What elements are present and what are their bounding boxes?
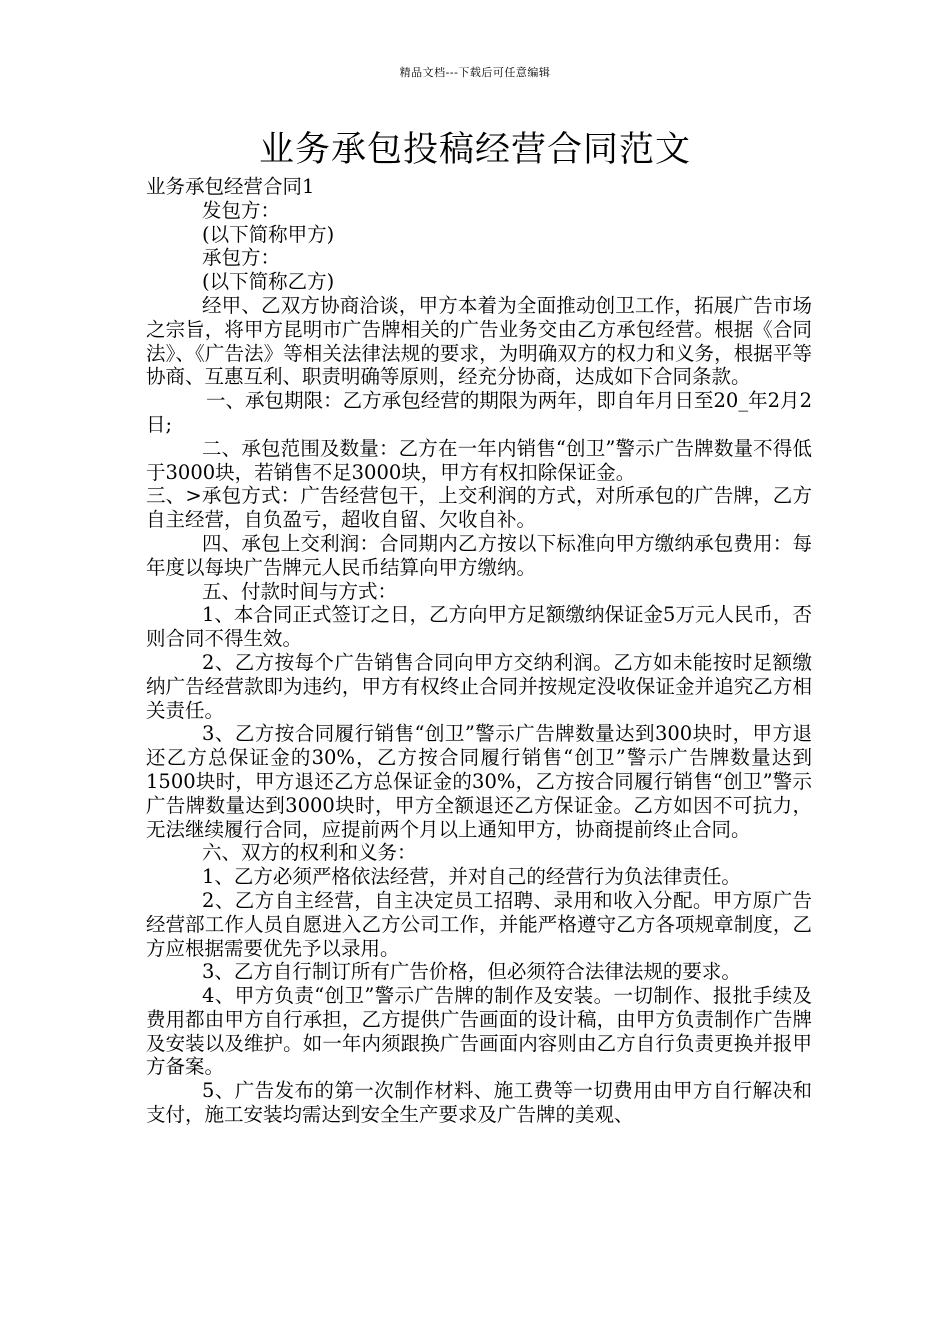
party-b-abbrev: (以下简称乙方) <box>202 270 335 294</box>
clause-6-heading: 六、双方的权利和义务： <box>202 841 417 865</box>
clause-6-item-5: 5、广告发布的第一次制作材料、施工费等一切费用由甲方自行解决和支付，施工安装均需达到安全生产要求及广告牌的美观、 <box>146 1079 812 1127</box>
party-b-label: 承包方： <box>202 246 281 270</box>
clause-6-item-4: 4、甲方负责“创卫”警示广告牌的制作及安装。一切制作、报批手续及费用都由甲方自行承担，乙方提供广告画面的设计稿，由甲方负责制作广告牌及安装以及维护。如一年内须跟换广告画面内容则由乙方自行负责更换并报甲方备案。 <box>146 984 812 1079</box>
clause-5-item-2: 2、乙方按每个广告销售合同向甲方交纳利润。乙方如未能按时足额缴纳广告经营款即为违约，甲方有权终止合同并按规定没收保证金并追究乙方相关责任。 <box>146 650 812 722</box>
clause-1-term: 一、承包期限：乙方承包经营的期限为两年，即自年月日至20_年2月2日; <box>146 389 812 436</box>
preamble-paragraph: 经甲、乙双方协商洽谈，甲方本着为全面推动创卫工作，拓展广告市场之宗旨，将甲方昆明市广告牌相关的广告业务交由乙方承包经营。根据《合同法》、《广告法》等相关法律法规的要求，为明确双方的权力和义务，根据平等协商、互惠互利、职责明确等原则，经充分协商，达成如下合同条款。 <box>146 293 812 389</box>
clause-3-method: 三、>承包方式：广告经营包干，上交利润的方式，对所承包的广告牌，乙方自主经营，自负盈亏，超收自留、欠收自补。 <box>146 484 812 532</box>
document-body <box>146 175 812 1127</box>
party-a-label: 发包方： <box>202 198 281 222</box>
clause-2-scope: 二、承包范围及数量：乙方在一年内销售“创卫”警示广告牌数量不得低于3000块，若销售不足3000块，甲方有权扣除保证金。 <box>146 436 812 484</box>
contract-subtitle: 业务承包经营合同1 <box>146 175 315 198</box>
clause-6-item-2: 2、乙方自主经营，自主决定员工招聘、录用和收入分配。甲方原广告经营部工作人员自愿进入乙方公司工作，并能严格遵守乙方各项规章制度，乙方应根据需要优先予以录用。 <box>146 888 812 960</box>
clause-6-item-1: 1、乙方必须严格依法经营，并对自己的经营行为负法律责任。 <box>202 865 741 889</box>
clause-6-item-3: 3、乙方自行制订所有广告价格，但必须符合法律法规的要求。 <box>202 960 741 984</box>
clause-4-profit: 四、承包上交利润：合同期内乙方按以下标准向甲方缴纳承包费用：每年度以每块广告牌元人民币结算向甲方缴纳。 <box>146 531 812 579</box>
clause-5-item-1: 1、本合同正式签订之日，乙方向甲方足额缴纳保证金5万元人民币，否则合同不得生效。 <box>146 603 812 651</box>
header-note: 精品文档---下载后可任意编辑 <box>399 66 551 79</box>
clause-5-heading: 五、付款时间与方式： <box>202 579 398 603</box>
document-title: 业务承包投稿经营合同范文 <box>258 130 691 170</box>
party-a-abbrev: (以下简称甲方) <box>202 222 335 246</box>
clause-5-item-3: 3、乙方按合同履行销售“创卫”警示广告牌数量达到300块时，甲方退还乙方总保证金的30%，乙方按合同履行销售“创卫”警示广告牌数量达到1500块时，甲方退还乙方总保证金的30%，乙方按合同履行销售“创卫”警示广告牌数量达到3000块时，甲方全额退还乙方保证金。乙方如因不可抗力，无法继续履行合同，应提前两个月以上通知甲方，协商提前终止合同。 <box>146 722 812 841</box>
